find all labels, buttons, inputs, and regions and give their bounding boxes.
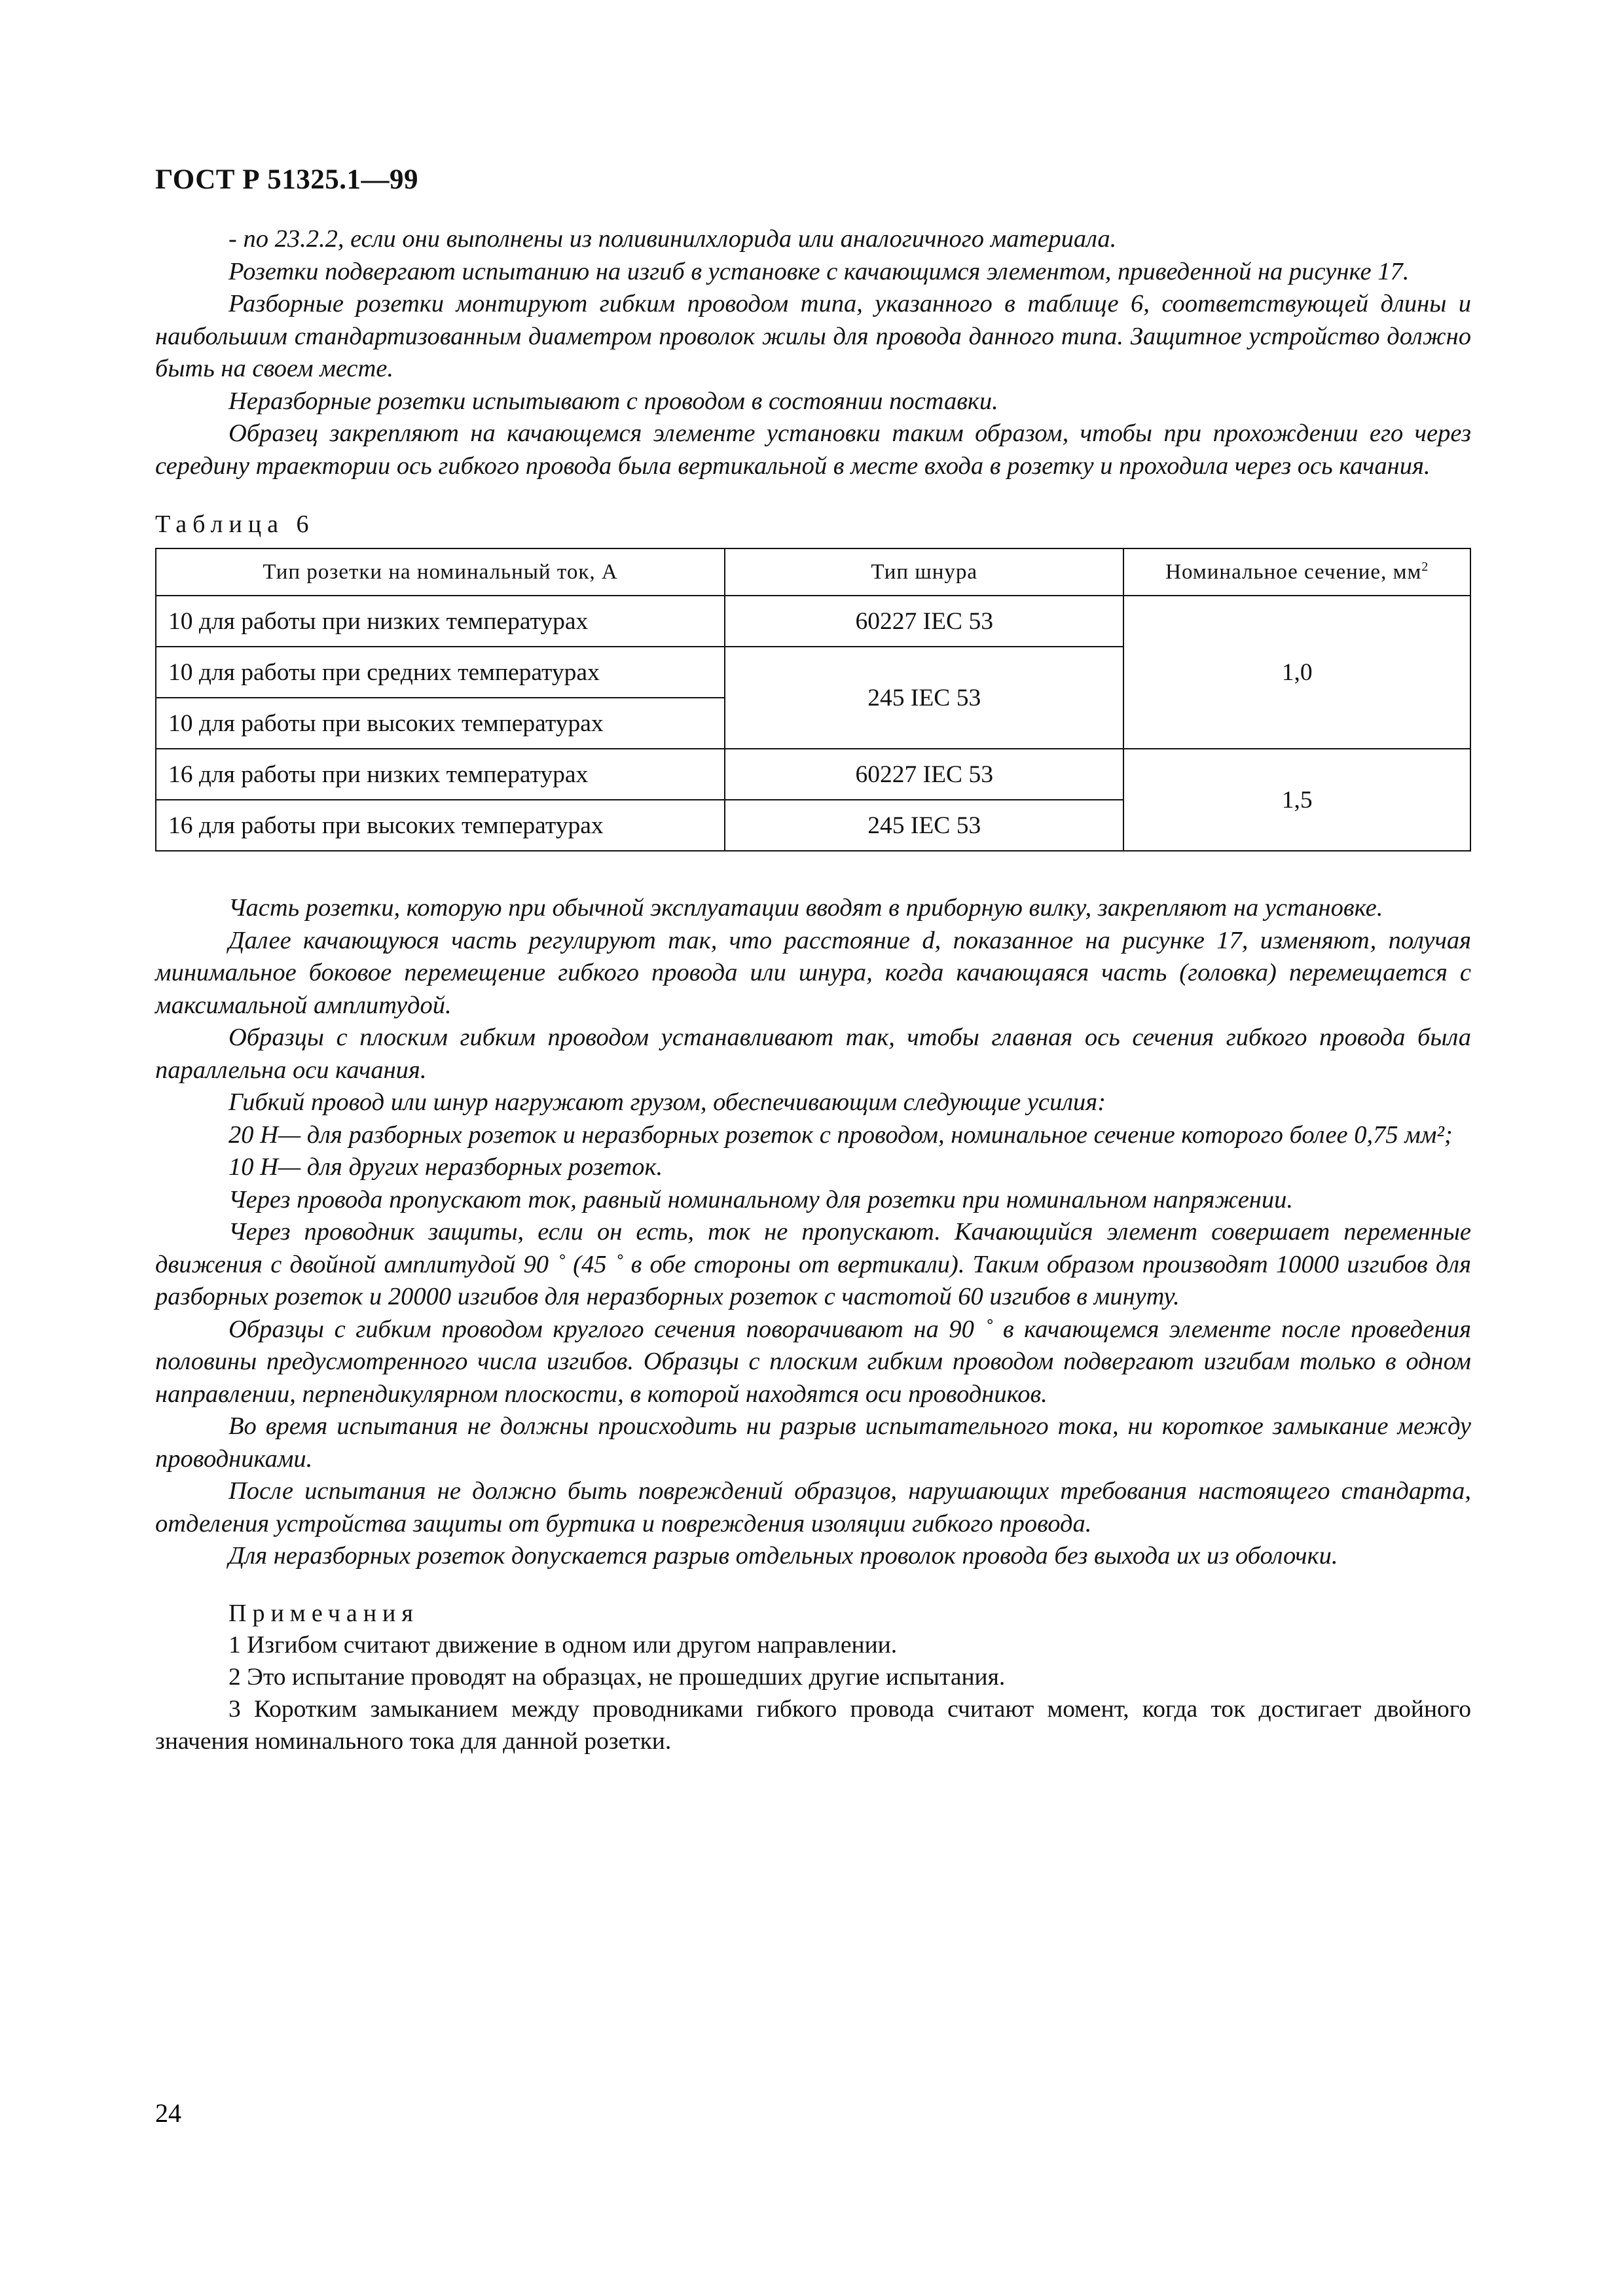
- page-number: 24: [155, 2098, 181, 2128]
- paragraph: Образцы с плоским гибким проводом устанавливают так, чтобы главная ось сечения гибкого провода была параллельна оси качания.: [155, 1024, 1471, 1084]
- table-cell: 245 IEC 53: [725, 800, 1123, 851]
- paragraph: После испытания не должно быть повреждений образцов, нарушающих требования настоящего стандарта, отделения устройства защиты от буртика и повреждения изоляции гибкого провода.: [155, 1477, 1471, 1537]
- note-item: 1 Изгибом считают движение в одном или другом направлении.: [228, 1631, 898, 1659]
- paragraph: Гибкий провод или шнур нагружают грузом, обеспечивающим следующие усилия:: [228, 1088, 1106, 1116]
- paragraph: Через проводник защиты, если он есть, ток не пропускают. Качающийся элемент совершает переменные движения с двойной амплитудой 90 ˚ (45 ˚ в обе стороны от вертикали). Таким образом производят 10000 изгибов для разборных розеток и 20000 изгибов для неразборных розеток с частотой 60 изгибов в минуту.: [155, 1218, 1471, 1310]
- table-header-cell: Тип розетки на номинальный ток, А: [156, 548, 725, 596]
- paragraph: Розетки подвергают испытанию на изгиб в установке с качающимся элементом, приведенной на рисунке 17.: [228, 257, 1410, 285]
- paragraph: Далее качающуюся часть регулируют так, что расстояние d, показанное на рисунке 17, изменяют, получая минимальное боковое перемещение гибкого провода или шнура, когда качающаяся часть (головка) перемещается с максимальной амплитудой.: [155, 926, 1471, 1019]
- table-cell: 16 для работы при низких температурах: [156, 749, 725, 800]
- paragraph: Для неразборных розеток допускается разрыв отдельных проволок провода без выхода их из оболочки.: [228, 1542, 1338, 1570]
- table-cell: 60227 IEC 53: [725, 749, 1123, 800]
- paragraph: Неразборные розетки испытывают с проводом в состоянии поставки.: [228, 387, 998, 415]
- table-6: [155, 548, 1471, 852]
- paragraph: Разборные розетки монтируют гибким проводом типа, указанного в таблице 6, соответствующей длины и наибольшим стандартизованным диаметром проволок жилы для провода данного типа. Защитное устройство должно быть на своем месте.: [155, 290, 1471, 382]
- paragraph: Во время испытания не должны происходить ни разрыв испытательного тока, ни короткое замыкание между проводниками.: [155, 1412, 1471, 1473]
- paragraph: - по 23.2.2, если они выполнены из поливинилхлорида или аналогичного материала.: [228, 225, 1117, 253]
- table-cell: 10 для работы при средних температурах: [156, 647, 725, 698]
- table-caption: Таблица 6: [155, 511, 315, 538]
- paragraph: 20 Н— для разборных розеток и неразборных розеток с проводом, номинальное сечение которого более 0,75 мм²;: [228, 1121, 1453, 1149]
- table-cell: 10 для работы при низких температурах: [156, 596, 725, 647]
- paragraph: Через провода пропускают ток, равный номинальному для розетки при номинальном напряжении.: [228, 1185, 1294, 1213]
- table-header-cell: Тип шнура: [725, 548, 1123, 596]
- table-header-row: [156, 548, 1470, 596]
- header-text: Номинальное сечение, мм: [1165, 560, 1422, 584]
- table-cell: 1,5: [1123, 749, 1470, 851]
- note-item: 3 Коротким замыканием между проводниками гибкого провода считают момент, когда ток достигает двойного значения номинального тока для данной розетки.: [155, 1695, 1471, 1755]
- document-page: [155, 164, 1471, 1757]
- paragraph: Часть розетки, которую при обычной эксплуатации вводят в приборную вилку, закрепляют на установке.: [228, 894, 1383, 922]
- doc-header: ГОСТ Р 51325.1—99: [155, 164, 419, 195]
- paragraph: Образцы с гибким проводом круглого сечения поворачивают на 90 ˚ в качающемся элементе после проведения половины предусмотренного числа изгибов. Образцы с плоским гибким проводом подвергают изгибам только в одном направлении, перпендикулярном плоскости, в которой находятся оси проводников.: [155, 1315, 1471, 1408]
- header-superscript: 2: [1421, 560, 1429, 574]
- table-row: [156, 596, 1470, 647]
- table-cell: 245 IEC 53: [725, 647, 1123, 749]
- table-cell: 1,0: [1123, 596, 1470, 749]
- table-cell: 16 для работы при высоких температурах: [156, 800, 725, 851]
- table-header-cell: [1123, 548, 1470, 596]
- notes-title: Примечания: [228, 1599, 419, 1627]
- table-cell: 60227 IEC 53: [725, 596, 1123, 647]
- paragraph: Образец закрепляют на качающемся элементе установки таким образом, чтобы при прохождении его через середину траектории ось гибкого провода была вертикальной в месте входа в розетку и проходила через ось качания.: [155, 420, 1471, 480]
- table-row: [156, 749, 1470, 800]
- paragraph: 10 Н— для других неразборных розеток.: [228, 1153, 663, 1181]
- note-item: 2 Это испытание проводят на образцах, не прошедших другие испытания.: [228, 1663, 1006, 1691]
- table-cell: 10 для работы при высоких температурах: [156, 698, 725, 749]
